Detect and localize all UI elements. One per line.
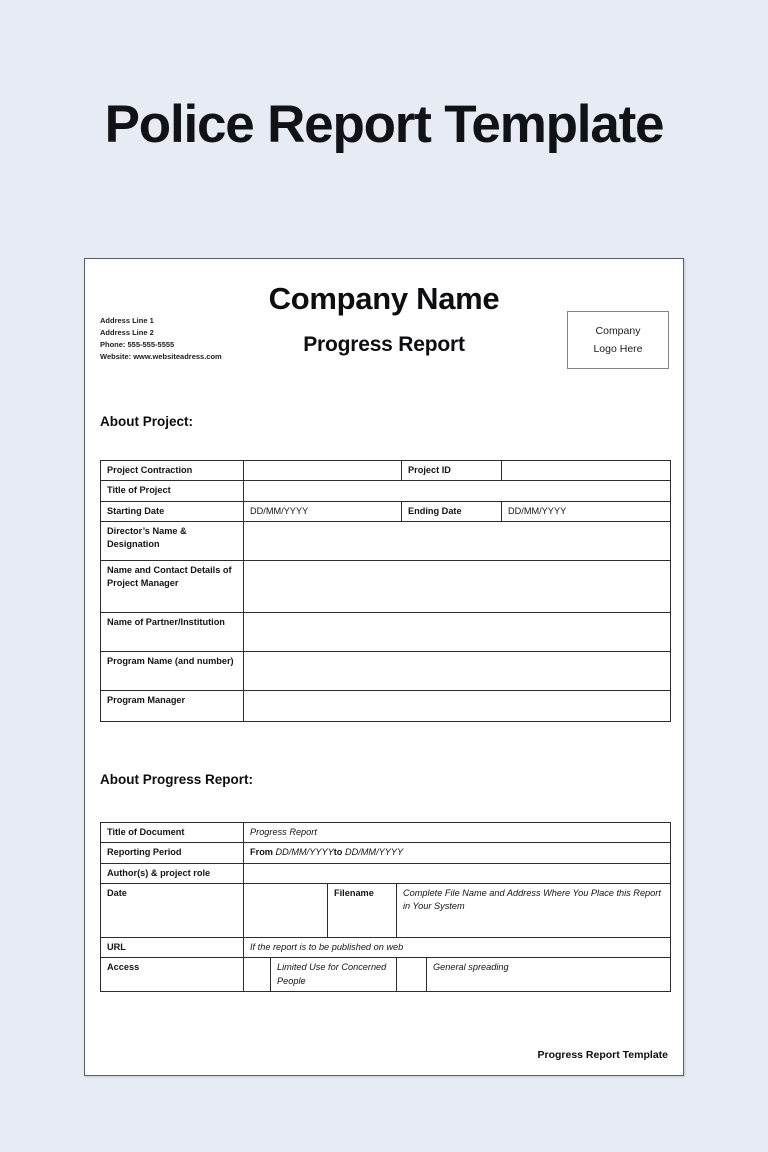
cell-ending-date-value[interactable]: DD/MM/YYYY	[502, 501, 671, 521]
cell-project-manager-contact-label: Name and Contact Details of Project Manager	[101, 561, 244, 613]
table-row	[101, 561, 671, 613]
cell-project-manager-contact-value[interactable]	[244, 561, 671, 613]
reporting-period-date-from: DD/MM/YYYY	[272, 847, 334, 858]
cell-director-name-label: Director’s Name & Designation	[101, 522, 244, 561]
cell-title-of-document-label: Title of Document	[101, 823, 244, 843]
cell-access-label: Access	[101, 958, 244, 992]
cell-project-contraction-value[interactable]	[244, 461, 402, 481]
company-logo-placeholder	[567, 311, 669, 369]
table-row	[101, 481, 671, 501]
cell-project-contraction-label: Project Contraction	[101, 461, 244, 481]
cell-program-manager-label: Program Manager	[101, 691, 244, 722]
cell-program-manager-value[interactable]	[244, 691, 671, 722]
page-title: Police Report Template	[104, 95, 664, 154]
company-name-heading: Company Name	[268, 281, 500, 316]
cell-date-value[interactable]	[244, 884, 328, 938]
cell-reporting-period-value[interactable]	[244, 843, 671, 863]
cell-title-of-document-value[interactable]: Progress Report	[244, 823, 671, 843]
cell-filename-value[interactable]: Complete File Name and Address Where You Place this Report in Your System	[397, 884, 671, 938]
cell-authors-role-value[interactable]	[244, 863, 671, 883]
logo-placeholder-line-1: Company	[595, 324, 641, 337]
cell-project-id-value[interactable]	[502, 461, 671, 481]
cell-date-label: Date	[101, 884, 244, 938]
cell-starting-date-value[interactable]: DD/MM/YYYY	[244, 501, 402, 521]
reporting-period-date-to: DD/MM/YYYY	[342, 847, 404, 858]
reporting-period-prefix: From	[250, 847, 273, 858]
access-option-limited-label: Limited Use for Concerned People	[271, 958, 397, 992]
cell-program-name-value[interactable]	[244, 652, 671, 691]
cell-project-id-label: Project ID	[402, 461, 502, 481]
table-row	[101, 884, 671, 938]
report-name-heading: Progress Report	[303, 333, 465, 356]
table-row	[101, 823, 671, 843]
about-project-heading: About Project:	[100, 414, 193, 429]
access-checkbox-general[interactable]	[397, 958, 427, 992]
cell-ending-date-label: Ending Date	[402, 501, 502, 521]
cell-title-of-project-value[interactable]	[244, 481, 671, 501]
address-phone: Phone: 555-555-5555	[100, 340, 175, 350]
table-row	[101, 613, 671, 652]
about-progress-report-heading: About Progress Report:	[100, 772, 254, 787]
reporting-period-mid: to	[333, 847, 343, 858]
cell-partner-institution-value[interactable]	[244, 613, 671, 652]
cell-url-value[interactable]: If the report is to be published on web	[244, 938, 671, 958]
access-option-general-label: General spreading	[427, 958, 671, 992]
table-row	[101, 522, 671, 561]
cell-reporting-period-label: Reporting Period	[101, 843, 244, 863]
cell-url-label: URL	[101, 938, 244, 958]
access-checkbox-limited[interactable]	[244, 958, 271, 992]
table-row	[101, 691, 671, 722]
table-row	[101, 863, 671, 883]
about-progress-report-table	[100, 822, 671, 992]
table-row	[101, 501, 671, 521]
table-row	[101, 461, 671, 481]
cell-authors-role-label: Author(s) & project role	[101, 863, 244, 883]
about-project-table	[100, 460, 671, 722]
cell-filename-label: Filename	[328, 884, 397, 938]
document-page	[84, 258, 684, 1076]
document-header	[85, 259, 683, 381]
document-footer: Progress Report Template	[537, 1049, 668, 1061]
cell-title-of-project-label: Title of Project	[101, 481, 244, 501]
cell-partner-institution-label: Name of Partner/Institution	[101, 613, 244, 652]
address-line-1: Address Line 1	[100, 316, 154, 325]
address-line-2: Address Line 2	[100, 328, 154, 338]
cell-director-name-value[interactable]	[244, 522, 671, 561]
table-row	[101, 938, 671, 958]
table-row	[101, 652, 671, 691]
cell-program-name-label: Program Name (and number)	[101, 652, 244, 691]
logo-placeholder-line-2: Logo Here	[593, 343, 643, 355]
table-row	[101, 958, 671, 992]
table-row	[101, 843, 671, 863]
cell-starting-date-label: Starting Date	[101, 501, 244, 521]
address-website: Website: www.websiteadress.com	[100, 352, 222, 362]
